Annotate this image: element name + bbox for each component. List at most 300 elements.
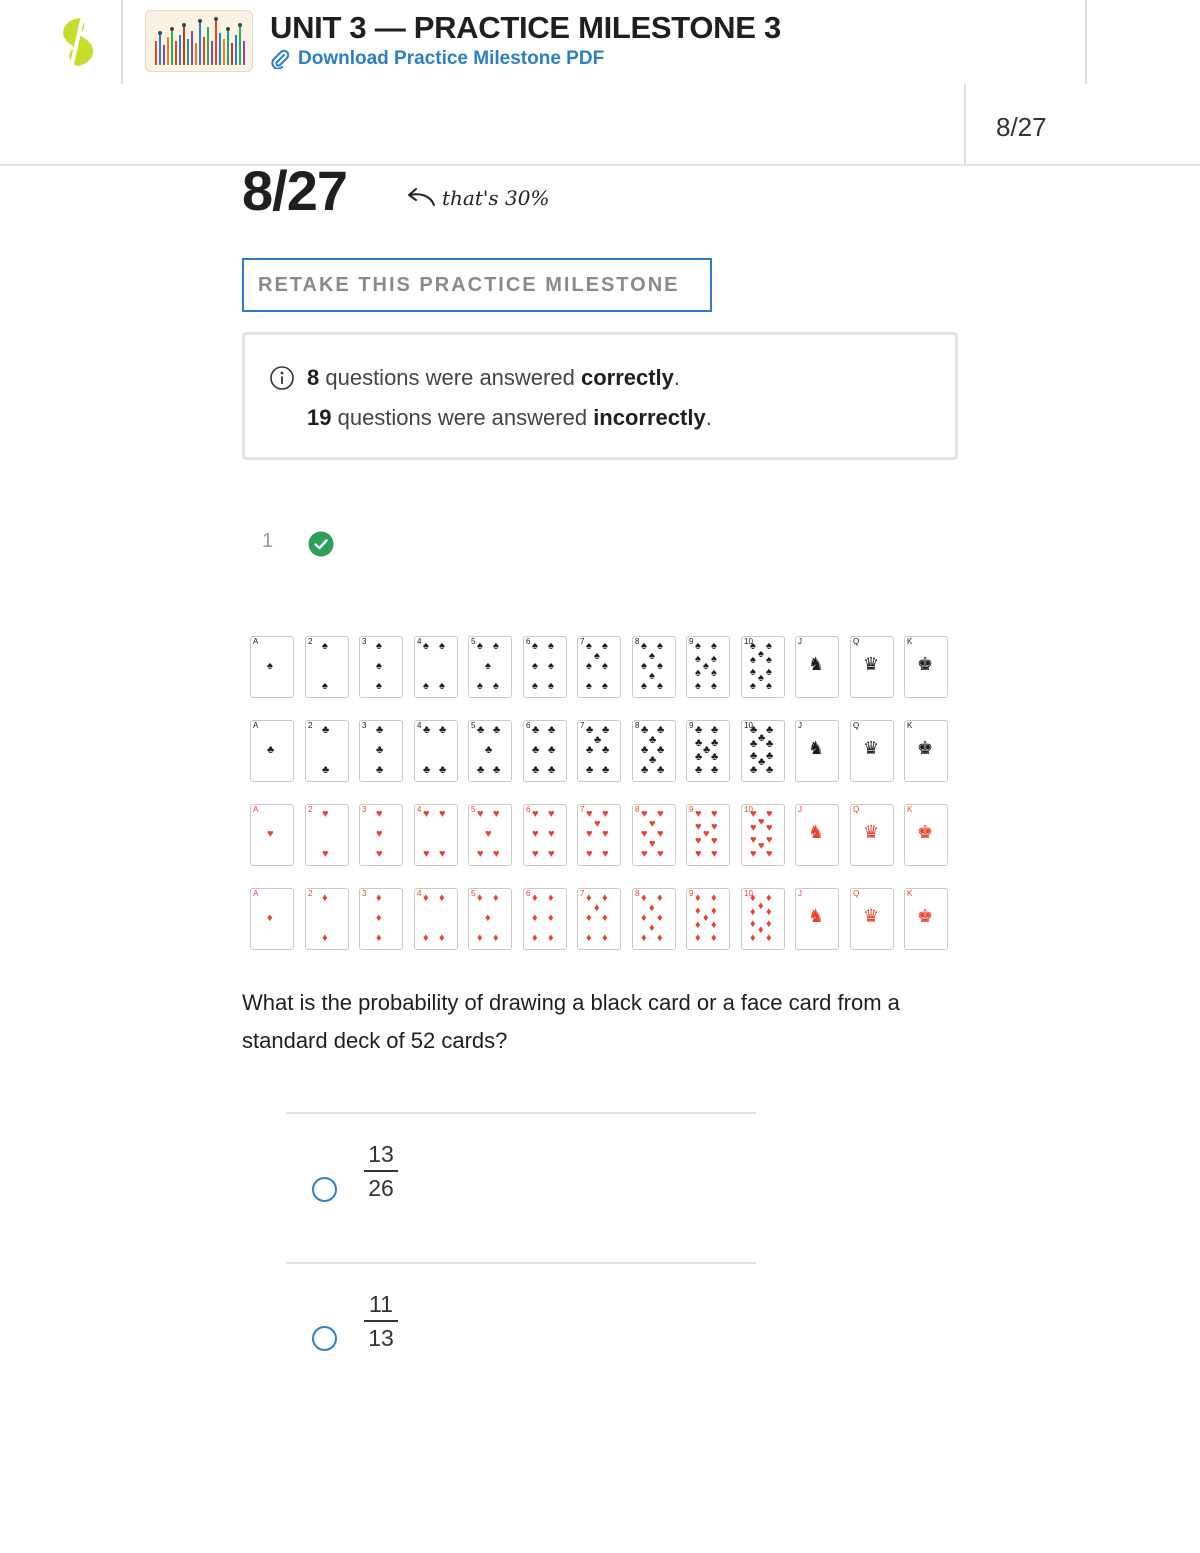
- results-summary: [242, 332, 958, 460]
- card-pip: ♠: [376, 660, 382, 672]
- question-number: 1: [262, 530, 274, 552]
- card-pip: ♥: [711, 808, 718, 821]
- face-card-figure: ♛: [863, 906, 880, 926]
- card-pip: ♦: [695, 918, 701, 931]
- card-pip: ♥: [423, 847, 430, 860]
- playing-card: [359, 636, 403, 698]
- card-pip: ♥: [695, 821, 702, 834]
- playing-card: [250, 804, 294, 866]
- card-pip: ♠: [695, 666, 701, 679]
- card-pip: ♣: [641, 724, 649, 737]
- card-pip: ♦: [711, 931, 717, 944]
- card-rank: 5: [471, 889, 476, 898]
- playing-card: [577, 636, 621, 698]
- correct-count: 8: [307, 365, 320, 390]
- card-pip: ♦: [766, 906, 772, 919]
- card-pip: ♥: [532, 808, 539, 821]
- card-rank: Q: [853, 637, 860, 646]
- card-pip: ♥: [376, 808, 383, 821]
- card-pip: ♠: [532, 679, 538, 692]
- card-pip: ♠: [548, 679, 554, 692]
- card-pip: ♣: [602, 744, 610, 756]
- card-pip: ♥: [695, 847, 702, 860]
- card-pip: ♣: [548, 763, 556, 776]
- card-rank: 3: [362, 637, 367, 646]
- face-card-figure: ♚: [917, 906, 934, 926]
- card-pip: ♠: [267, 660, 273, 672]
- card-pip: ♦: [750, 917, 756, 930]
- playing-card: [468, 636, 512, 698]
- card-pip: ♥: [423, 808, 430, 821]
- card-pip: ♦: [766, 931, 772, 944]
- card-pip: ♠: [602, 640, 608, 653]
- card-rank: 5: [471, 805, 476, 814]
- card-pip: ♣: [602, 763, 610, 776]
- playing-card: [250, 636, 294, 698]
- playing-card: [414, 720, 458, 782]
- card-pip: ♥: [532, 847, 539, 860]
- playing-card: [741, 720, 785, 782]
- card-pip: ♦: [750, 931, 756, 944]
- playing-card: [795, 636, 839, 698]
- counter-divider: [964, 84, 966, 164]
- card-pip: ♠: [695, 653, 701, 666]
- card-pip: ♣: [439, 763, 447, 776]
- card-rank: Q: [853, 721, 860, 730]
- card-pip: ♠: [423, 640, 429, 653]
- card-pip: ♠: [766, 640, 772, 653]
- card-rank: 6: [526, 889, 531, 898]
- face-card-figure: ♚: [917, 654, 934, 674]
- card-rank: 8: [635, 637, 640, 646]
- option-2-numerator: 11: [369, 1291, 393, 1317]
- card-pip: ♦: [758, 899, 764, 912]
- score-counter: 8/27: [996, 112, 1047, 142]
- option-1-denominator: 26: [368, 1175, 394, 1201]
- sophia-logo[interactable]: [52, 14, 102, 70]
- card-pip: ♦: [586, 892, 592, 905]
- card-pip: ♣: [641, 744, 649, 756]
- card-pip: ♠: [766, 679, 772, 692]
- card-pip: ♠: [750, 640, 756, 653]
- card-rank: 2: [308, 889, 313, 898]
- card-pip: ♦: [322, 931, 328, 944]
- header-bottom-rule: [0, 164, 1200, 166]
- card-pip: ♣: [477, 724, 485, 737]
- face-card-figure: ♞: [808, 654, 825, 674]
- download-pdf-label[interactable]: Download Practice Milestone PDF: [298, 48, 605, 69]
- card-rank: 6: [526, 637, 531, 646]
- card-pip: ♥: [493, 847, 500, 860]
- card-pip: ♦: [758, 924, 764, 937]
- card-pip: ♣: [477, 763, 485, 776]
- card-pip: ♠: [641, 640, 647, 653]
- card-pip: ♠: [641, 660, 647, 672]
- info-icon: [269, 365, 295, 391]
- playing-card: [850, 804, 894, 866]
- card-pip: ♥: [322, 808, 329, 821]
- face-card-figure: ♛: [863, 654, 880, 674]
- playing-card: [250, 720, 294, 782]
- card-pip: ♦: [641, 892, 647, 905]
- card-pip: ♦: [750, 892, 756, 905]
- card-pip: ♠: [758, 672, 764, 685]
- card-rank: 10: [744, 721, 753, 730]
- card-pip: ♣: [586, 744, 594, 756]
- card-pip: ♠: [657, 640, 663, 653]
- card-rank: 10: [744, 805, 753, 814]
- card-rank: 3: [362, 889, 367, 898]
- card-pip: ♦: [657, 931, 663, 944]
- card-pip: ♠: [766, 665, 772, 678]
- card-pip: ♥: [750, 847, 757, 860]
- card-pip: ♠: [485, 660, 491, 672]
- face-card-figure: ♞: [808, 822, 825, 842]
- card-pip: ♦: [376, 931, 382, 944]
- playing-card: [904, 804, 948, 866]
- card-pip: ♦: [750, 906, 756, 919]
- card-pip: ♦: [602, 912, 608, 924]
- playing-card: [850, 636, 894, 698]
- card-pip: ♦: [711, 905, 717, 918]
- fraction-bar: [364, 1170, 398, 1172]
- card-pip: ♥: [711, 834, 718, 847]
- card-pip: ♠: [376, 640, 382, 653]
- playing-card: [468, 720, 512, 782]
- card-rank: A: [253, 637, 259, 646]
- card-pip: ♠: [439, 679, 445, 692]
- playing-card: [523, 636, 567, 698]
- face-card-figure: ♛: [863, 822, 880, 842]
- card-pip: ♠: [548, 660, 554, 672]
- incorrect-count: 19: [307, 405, 332, 430]
- card-pip: ♦: [477, 931, 483, 944]
- card-pip: ♠: [711, 666, 717, 679]
- question-text: What is the probability of drawing a black card or a face card from a standard deck of 52 cards?: [242, 990, 900, 1053]
- card-pip: ♦: [548, 892, 554, 905]
- card-pip: ♥: [477, 847, 484, 860]
- card-rank: 9: [689, 637, 694, 646]
- playing-card: [523, 804, 567, 866]
- card-rank: 8: [635, 721, 640, 730]
- card-pip: ♣: [766, 738, 774, 751]
- playing-card: [795, 888, 839, 950]
- card-pip: ♠: [695, 640, 701, 653]
- card-pip: ♣: [750, 738, 758, 751]
- card-pip: ♥: [750, 822, 757, 835]
- card-pip: ♦: [493, 931, 499, 944]
- card-pip: ♦: [267, 912, 273, 924]
- card-pip: ♣: [750, 763, 758, 776]
- face-card-figure: ♞: [808, 906, 825, 926]
- card-pip: ♠: [695, 679, 701, 692]
- playing-card: [577, 804, 621, 866]
- card-pip: ♠: [766, 654, 772, 667]
- card-pip: ♠: [602, 660, 608, 672]
- card-rank: A: [253, 805, 259, 814]
- card-pip: ♥: [766, 808, 773, 821]
- card-pip: ♣: [657, 744, 665, 756]
- card-pip: ♥: [758, 840, 765, 853]
- card-rank: 2: [308, 721, 313, 730]
- incorrect-word: incorrectly: [593, 405, 706, 430]
- playing-card: [468, 888, 512, 950]
- card-rank: J: [798, 805, 802, 814]
- score-value: 8/27: [242, 159, 347, 222]
- card-rank: A: [253, 889, 259, 898]
- card-rank: K: [907, 805, 913, 814]
- playing-card: [414, 804, 458, 866]
- playing-card: [795, 720, 839, 782]
- playing-card: [904, 720, 948, 782]
- card-pip: ♦: [641, 931, 647, 944]
- playing-card: [741, 804, 785, 866]
- milestone-thumbnail: [145, 10, 253, 72]
- card-pip: ♥: [649, 817, 656, 830]
- card-rank: J: [798, 721, 802, 730]
- retake-button[interactable]: RETAKE THIS PRACTICE MILESTONE: [242, 258, 712, 312]
- card-pip: ♣: [267, 744, 275, 756]
- card-pip: ♥: [477, 808, 484, 821]
- card-rank: Q: [853, 805, 860, 814]
- card-pip: ♣: [548, 724, 556, 737]
- option-1-radio[interactable]: [312, 1177, 337, 1202]
- option-2-denominator: 13: [368, 1325, 394, 1351]
- paperclip-icon: [270, 49, 290, 69]
- card-pip: ♠: [649, 649, 655, 662]
- playing-card: [305, 720, 349, 782]
- card-pip: ♥: [758, 815, 765, 828]
- card-pip: ♠: [586, 640, 592, 653]
- playing-card: [250, 888, 294, 950]
- card-pip: ♥: [267, 828, 274, 840]
- playing-card: [632, 636, 676, 698]
- card-pip: ♠: [711, 679, 717, 692]
- card-pip: ♥: [548, 847, 555, 860]
- card-pip: ♣: [532, 724, 540, 737]
- card-pip: ♥: [322, 847, 329, 860]
- card-pip: ♥: [439, 808, 446, 821]
- face-card-figure: ♚: [917, 738, 934, 758]
- option-2-radio[interactable]: [312, 1326, 337, 1351]
- card-pip: ♦: [594, 901, 600, 914]
- option-2-fraction[interactable]: [364, 1290, 398, 1352]
- percent-note-text: that's 30%: [442, 186, 550, 210]
- card-rank: J: [798, 889, 802, 898]
- playing-card: [741, 888, 785, 950]
- card-pip: ♦: [703, 912, 709, 924]
- card-pip: ♣: [695, 750, 703, 763]
- card-pip: ♣: [376, 724, 384, 737]
- card-pip: ♥: [594, 817, 601, 830]
- card-pip: ♦: [322, 892, 328, 905]
- card-pip: ♦: [376, 892, 382, 905]
- playing-card: [686, 720, 730, 782]
- incorrect-summary: [307, 405, 712, 431]
- playing-card: [632, 804, 676, 866]
- card-pip: ♥: [649, 838, 656, 851]
- card-pip: ♦: [711, 918, 717, 931]
- playing-card: [850, 888, 894, 950]
- card-pip: ♣: [485, 744, 493, 756]
- card-pip: ♦: [657, 892, 663, 905]
- card-pip: ♣: [423, 724, 431, 737]
- card-rank: 10: [744, 637, 753, 646]
- card-deck-image: [250, 636, 950, 952]
- card-pip: ♠: [602, 679, 608, 692]
- card-rank: 5: [471, 637, 476, 646]
- card-rank: 8: [635, 889, 640, 898]
- card-pip: ♠: [322, 640, 328, 653]
- card-pip: ♦: [376, 912, 382, 924]
- card-pip: ♣: [695, 763, 703, 776]
- fraction-bar: [364, 1320, 398, 1322]
- card-pip: ♣: [586, 763, 594, 776]
- card-pip: ♥: [695, 834, 702, 847]
- playing-card: [577, 720, 621, 782]
- card-pip: ♣: [711, 763, 719, 776]
- card-pip: ♦: [439, 892, 445, 905]
- playing-card: [414, 888, 458, 950]
- card-pip: ♣: [711, 737, 719, 750]
- card-pip: ♠: [641, 679, 647, 692]
- card-pip: ♦: [439, 931, 445, 944]
- playing-card: [359, 804, 403, 866]
- card-rank: 7: [580, 805, 585, 814]
- card-pip: ♠: [758, 647, 764, 660]
- card-pip: ♠: [657, 660, 663, 672]
- card-pip: ♥: [548, 828, 555, 840]
- card-pip: ♠: [376, 679, 382, 692]
- card-rank: 3: [362, 805, 367, 814]
- card-pip: ♣: [493, 724, 501, 737]
- card-pip: ♦: [477, 892, 483, 905]
- card-pip: ♦: [548, 912, 554, 924]
- card-pip: ♣: [657, 724, 665, 737]
- incorrect-text: questions were answered: [331, 405, 594, 430]
- playing-card: [523, 720, 567, 782]
- card-pip: ♥: [695, 808, 702, 821]
- card-pip: ♠: [548, 640, 554, 653]
- playing-card: [577, 888, 621, 950]
- playing-card: [850, 720, 894, 782]
- card-pip: ♣: [711, 750, 719, 763]
- card-rank: 9: [689, 805, 694, 814]
- card-pip: ♣: [750, 724, 758, 737]
- card-pip: ♠: [649, 670, 655, 683]
- card-pip: ♦: [532, 931, 538, 944]
- playing-card: [632, 720, 676, 782]
- card-pip: ♦: [766, 892, 772, 905]
- card-pip: ♦: [586, 931, 592, 944]
- card-pip: ♦: [423, 931, 429, 944]
- playing-card: [904, 888, 948, 950]
- card-pip: ♥: [439, 847, 446, 860]
- card-pip: ♣: [322, 724, 330, 737]
- download-pdf-link[interactable]: [270, 48, 604, 70]
- incorrect-period: .: [705, 405, 712, 430]
- header-divider: [121, 0, 123, 84]
- playing-card: [305, 804, 349, 866]
- card-pip: ♦: [649, 901, 655, 914]
- card-pip: ♣: [649, 733, 657, 746]
- card-pip: ♦: [649, 922, 655, 935]
- card-rank: 4: [417, 889, 422, 898]
- card-pip: ♦: [548, 931, 554, 944]
- card-rank: 7: [580, 721, 585, 730]
- card-pip: ♦: [695, 892, 701, 905]
- card-pip: ♣: [493, 763, 501, 776]
- card-pip: ♠: [532, 660, 538, 672]
- card-pip: ♦: [602, 931, 608, 944]
- card-pip: ♣: [586, 724, 594, 737]
- card-pip: ♠: [322, 679, 328, 692]
- card-pip: ♥: [548, 808, 555, 821]
- card-pip: ♥: [376, 847, 383, 860]
- option-divider: [286, 1262, 756, 1264]
- card-pip: ♥: [641, 808, 648, 821]
- card-pip: ♥: [602, 808, 609, 821]
- card-pip: ♦: [493, 892, 499, 905]
- card-pip: ♦: [695, 905, 701, 918]
- card-rank: 2: [308, 637, 313, 646]
- percent-note: [406, 186, 549, 210]
- playing-card: [686, 804, 730, 866]
- playing-card: [795, 804, 839, 866]
- card-pip: ♦: [641, 912, 647, 924]
- card-rank: 3: [362, 721, 367, 730]
- card-pip: ♠: [493, 640, 499, 653]
- card-rank: Q: [853, 889, 860, 898]
- card-pip: ♦: [532, 892, 538, 905]
- card-rank: K: [907, 889, 913, 898]
- correct-summary: [307, 365, 680, 391]
- card-pip: ♥: [376, 828, 383, 840]
- card-pip: ♥: [766, 833, 773, 846]
- playing-card: [904, 636, 948, 698]
- card-pip: ♣: [657, 763, 665, 776]
- card-pip: ♠: [477, 640, 483, 653]
- card-pip: ♥: [766, 822, 773, 835]
- playing-card: [741, 636, 785, 698]
- face-card-figure: ♛: [863, 738, 880, 758]
- face-card-figure: ♞: [808, 738, 825, 758]
- card-pip: ♦: [532, 912, 538, 924]
- option-1-fraction[interactable]: [364, 1140, 398, 1202]
- card-rank: 4: [417, 721, 422, 730]
- card-rank: 6: [526, 805, 531, 814]
- card-pip: ♣: [602, 724, 610, 737]
- card-pip: ♥: [641, 847, 648, 860]
- card-rank: 5: [471, 721, 476, 730]
- card-pip: ♥: [750, 808, 757, 821]
- card-pip: ♦: [602, 892, 608, 905]
- card-pip: ♠: [493, 679, 499, 692]
- card-pip: ♠: [711, 653, 717, 666]
- card-pip: ♣: [766, 763, 774, 776]
- card-pip: ♥: [657, 828, 664, 840]
- card-rank: 9: [689, 889, 694, 898]
- correct-check-icon: [308, 531, 334, 557]
- playing-card: [686, 636, 730, 698]
- playing-card: [305, 888, 349, 950]
- card-pip: ♥: [586, 828, 593, 840]
- card-pip: ♥: [766, 847, 773, 860]
- card-pip: ♣: [695, 737, 703, 750]
- card-pip: ♣: [758, 756, 766, 769]
- card-pip: ♣: [758, 731, 766, 744]
- card-pip: ♣: [376, 744, 384, 756]
